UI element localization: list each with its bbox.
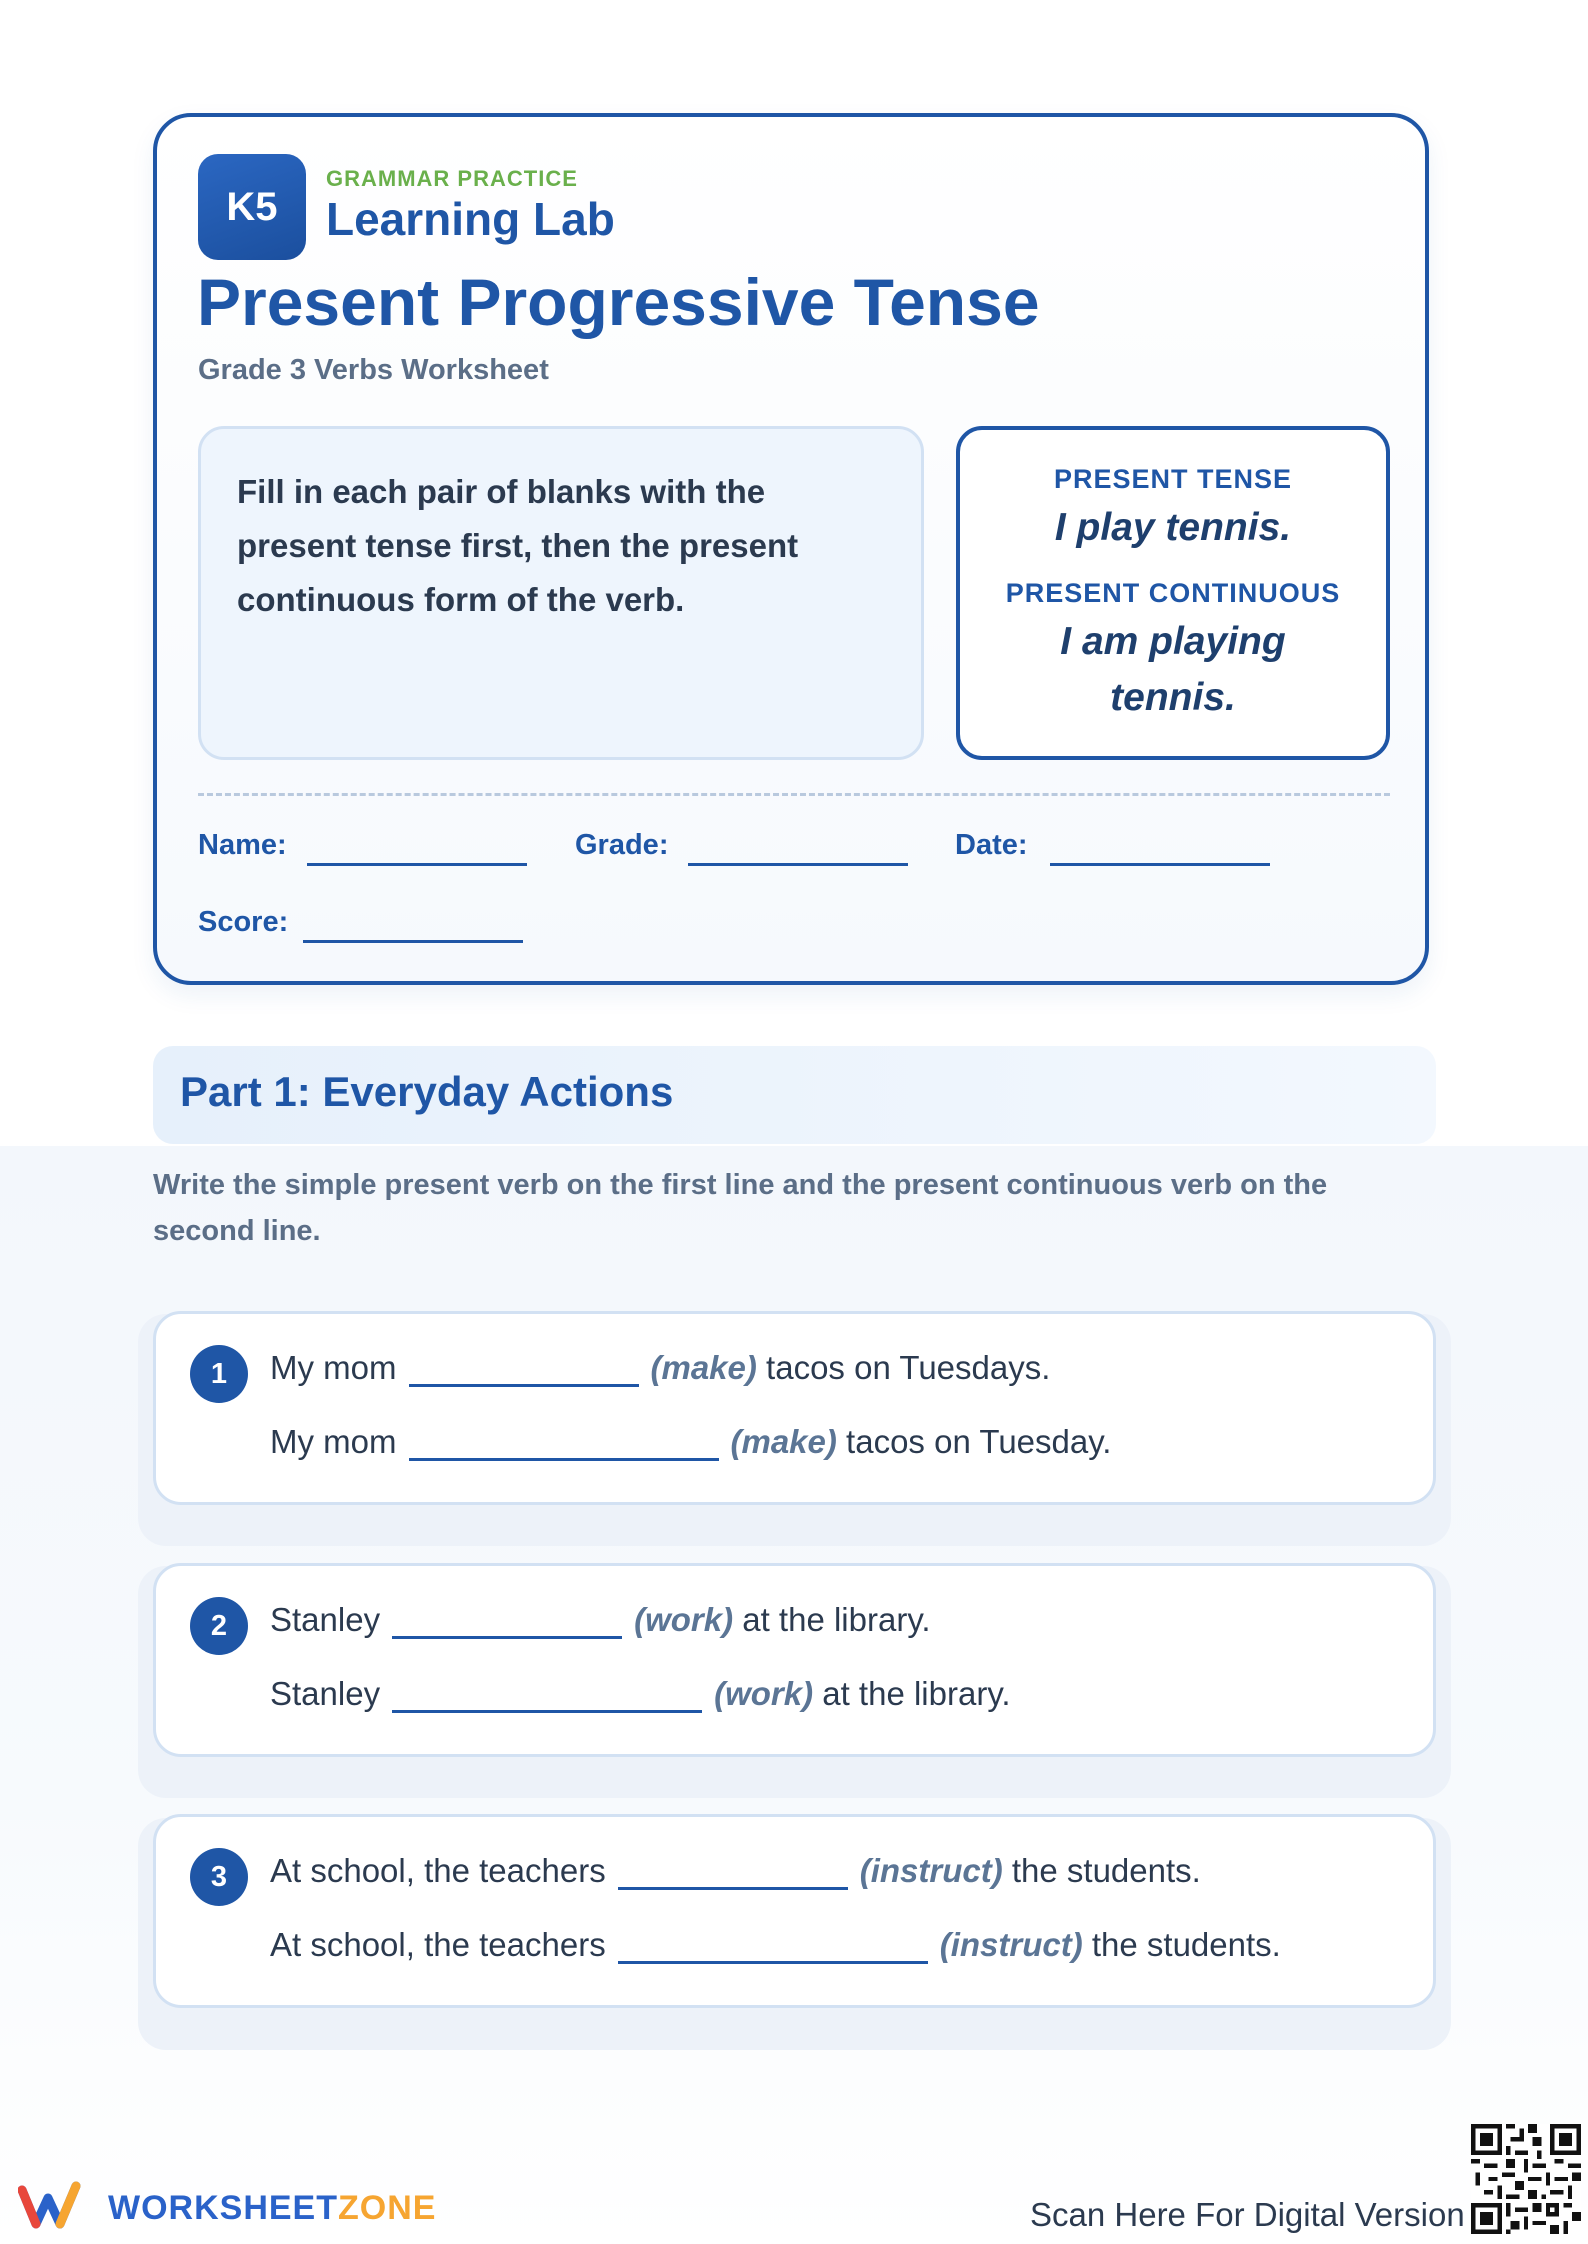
answer-blank[interactable] bbox=[409, 1418, 719, 1461]
score-label: Score: bbox=[198, 906, 289, 938]
example-box bbox=[956, 426, 1390, 760]
sentence-end: at the library. bbox=[733, 1601, 931, 1638]
grade-label: Grade: bbox=[575, 829, 669, 861]
name-field[interactable] bbox=[307, 863, 527, 866]
verb-hint: (work) bbox=[634, 1601, 734, 1638]
question-line bbox=[270, 1670, 1011, 1713]
question-line bbox=[270, 1344, 1050, 1387]
verb-hint: (make) bbox=[730, 1423, 837, 1460]
brand-name: Learning Lab bbox=[326, 193, 615, 245]
sentence-start: My mom bbox=[270, 1423, 397, 1460]
brand-accent-text: ZONE bbox=[338, 2189, 437, 2227]
answer-blank[interactable] bbox=[618, 1921, 928, 1964]
answer-blank[interactable] bbox=[392, 1670, 702, 1713]
part-instructions: Write the simple present verb on the first line and the present continuous verb on the second line. bbox=[153, 1169, 1328, 1247]
brand-kicker: GRAMMAR PRACTICE bbox=[326, 166, 578, 191]
brand-main-text: WORKSHEET bbox=[108, 2189, 338, 2227]
logo-text: K5 bbox=[226, 184, 278, 229]
part-title: Part 1: Everyday Actions bbox=[180, 1068, 674, 1115]
sentence-start: At school, the teachers bbox=[270, 1926, 606, 1963]
question-card bbox=[153, 1311, 1436, 1505]
sentence-end: tacos on Tuesdays. bbox=[756, 1349, 1051, 1386]
verb-hint: (make) bbox=[650, 1349, 757, 1386]
question-card bbox=[153, 1814, 1436, 2008]
worksheetzone-brand[interactable] bbox=[108, 2189, 436, 2228]
grade-field[interactable] bbox=[688, 863, 908, 866]
example-sentence-continuous-2: tennis. bbox=[1110, 676, 1236, 719]
answer-blank[interactable] bbox=[409, 1344, 639, 1387]
question-line bbox=[270, 1596, 931, 1639]
question-line bbox=[270, 1847, 1201, 1890]
page-title: Present Progressive Tense bbox=[197, 265, 1040, 339]
example-sentence-present: I play tennis. bbox=[1054, 506, 1292, 549]
date-label: Date: bbox=[955, 829, 1028, 861]
verb-hint: (work) bbox=[714, 1675, 814, 1712]
question-number: 1 bbox=[190, 1345, 248, 1403]
qr-code-icon[interactable] bbox=[1471, 2124, 1581, 2234]
sentence-end: tacos on Tuesday. bbox=[836, 1423, 1112, 1460]
sentence-end: the students. bbox=[1002, 1852, 1201, 1889]
score-field[interactable] bbox=[303, 940, 523, 943]
example-label-present: PRESENT TENSE bbox=[1053, 464, 1293, 494]
worksheetzone-logo-icon bbox=[18, 2180, 98, 2232]
question-line bbox=[270, 1418, 1111, 1461]
dashed-divider bbox=[198, 793, 1390, 796]
scan-text: Scan Here For Digital Version bbox=[1030, 2196, 1465, 2233]
question-line bbox=[270, 1921, 1281, 1964]
sentence-start: Stanley bbox=[270, 1601, 381, 1638]
sentence-start: Stanley bbox=[270, 1675, 381, 1712]
sentence-start: My mom bbox=[270, 1349, 397, 1386]
answer-blank[interactable] bbox=[618, 1847, 848, 1890]
page-subtitle: Grade 3 Verbs Worksheet bbox=[198, 354, 549, 386]
k5-logo bbox=[198, 154, 306, 260]
sentence-end: at the library. bbox=[813, 1675, 1011, 1712]
instructions-text: Fill in each pair of blanks with the present tense first, then the present continuous form of the verb. bbox=[237, 473, 799, 618]
question-number: 2 bbox=[190, 1597, 248, 1655]
example-sentence-continuous-1: I am playing bbox=[1060, 620, 1286, 663]
instructions-box bbox=[198, 426, 924, 760]
name-label: Name: bbox=[198, 829, 287, 861]
answer-blank[interactable] bbox=[392, 1596, 622, 1639]
date-field[interactable] bbox=[1050, 863, 1270, 866]
sentence-end: the students. bbox=[1082, 1926, 1281, 1963]
example-label-continuous: PRESENT CONTINUOUS bbox=[1005, 578, 1341, 608]
verb-hint: (instruct) bbox=[859, 1852, 1003, 1889]
sentence-start: At school, the teachers bbox=[270, 1852, 606, 1889]
verb-hint: (instruct) bbox=[939, 1926, 1083, 1963]
question-card bbox=[153, 1563, 1436, 1757]
question-number: 3 bbox=[190, 1848, 248, 1906]
